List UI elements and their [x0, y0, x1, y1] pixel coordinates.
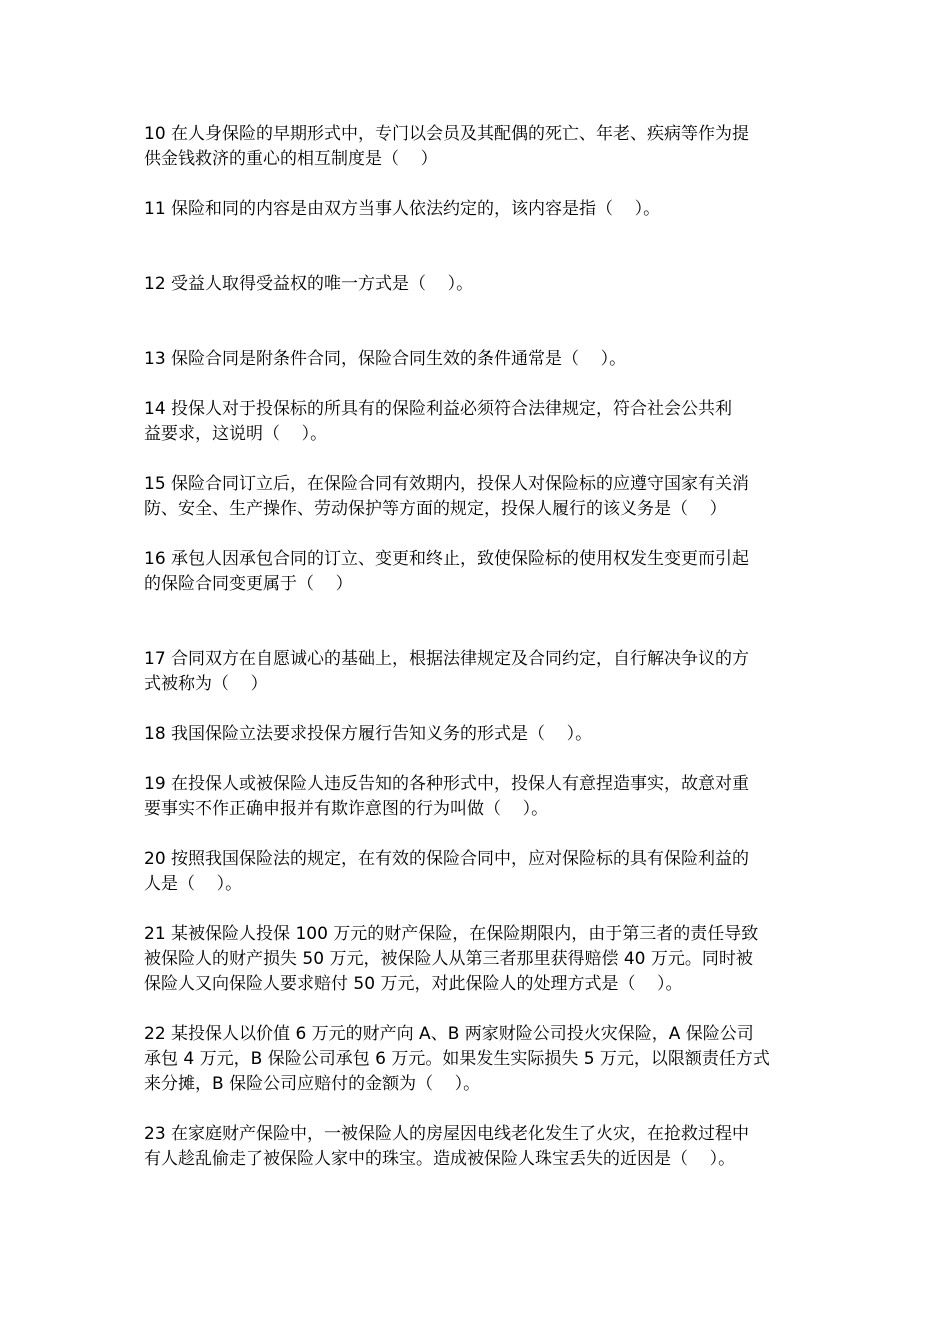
question-21-stem-line-3: 保险人又向保险人要求赔付 50 万元，对此保险人的处理方式是（ ）。 [144, 974, 683, 994]
question-22-stem-line-1: 22 某投保人以价值 6 万元的财产向 A、B 两家财险公司投火灾保险，A 保险公司 [144, 1024, 754, 1044]
question-21-options [144, 997, 814, 1022]
question-14-stem-line-2: 益要求，这说明（ ）。 [144, 424, 328, 444]
question-20-stem-line-1: 20 按照我国保险法的规定，在有效的保险合同中，应对保险标的具有保险利益的 [144, 849, 750, 869]
question-19-options [144, 822, 814, 847]
question-12-options-row-1 [144, 297, 814, 322]
question-11-options-row-1 [144, 222, 814, 247]
question-15-stem-line-1: 15 保险合同订立后，在保险合同有效期内，投保人对保险标的应遵守国家有关消 [144, 474, 750, 494]
question-14-stem-line-1: 14 投保人对于投保标的所具有的保险利益必须符合法律规定，符合社会公共利 [144, 399, 733, 419]
question-sheet [144, 122, 814, 1197]
question-17-options [144, 697, 814, 722]
question-20-stem-line-2: 人是（ ）。 [144, 874, 243, 894]
question-19-stem-line-1: 19 在投保人或被保险人违反告知的各种形式中，投保人有意捏造事实，故意对重 [144, 774, 750, 794]
question-10-options [144, 172, 814, 197]
question-16-options-row-2 [144, 622, 814, 647]
question-21-stem-line-2: 被保险人的财产损失 50 万元，被保险人从第三者那里获得赔偿 40 万元。同时被 [144, 949, 753, 969]
question-16-options-row-1 [144, 597, 814, 622]
question-13-options [144, 372, 814, 397]
question-13-stem-line-1: 13 保险合同是附条件合同，保险合同生效的条件通常是（ ）。 [144, 349, 627, 369]
question-17-stem-line-1: 17 合同双方在自愿诚心的基础上，根据法律规定及合同约定，自行解决争议的方 [144, 649, 750, 669]
question-19-stem-line-2: 要事实不作正确申报并有欺诈意图的行为叫做（ ）。 [144, 799, 549, 819]
question-23-options [144, 1172, 814, 1197]
question-15-stem-line-2: 防、安全、生产操作、劳动保护等方面的规定，投保人履行的该义务是（ ） [144, 499, 727, 519]
question-12-options-row-2 [144, 322, 814, 347]
question-18-stem-line-1: 18 我国保险立法要求投保方履行告知义务的形式是（ ）。 [144, 724, 593, 744]
question-20-options [144, 897, 814, 922]
question-23-stem-line-1: 23 在家庭财产保险中，一被保险人的房屋因电线老化发生了火灾，在抢救过程中 [144, 1124, 750, 1144]
question-11-stem-line-1: 11 保险和同的内容是由双方当事人依法约定的，该内容是指（ ）。 [144, 199, 661, 219]
question-15-options [144, 522, 814, 547]
question-10-stem-line-2: 供金钱救济的重心的相互制度是（ ） [144, 149, 438, 169]
question-14-options [144, 447, 814, 472]
question-22-stem-line-3: 来分摊，B 保险公司应赔付的金额为（ ）。 [144, 1074, 481, 1094]
question-18-options [144, 747, 814, 772]
question-10-stem-line-1: 10 在人身保险的早期形式中，专门以会员及其配偶的死亡、年老、疾病等作为提 [144, 124, 750, 144]
question-17-stem-line-2: 式被称为（ ） [144, 674, 268, 694]
question-22-stem-line-2: 承包 4 万元，B 保险公司承包 6 万元。如果发生实际损失 5 万元，以限额责任方式 [144, 1049, 770, 1069]
question-22-options [144, 1097, 814, 1122]
question-23-stem-line-2: 有人趁乱偷走了被保险人家中的珠宝。造成被保险人珠宝丢失的近因是（ ）。 [144, 1149, 736, 1169]
question-11-options-row-2 [144, 247, 814, 272]
question-12-stem-line-1: 12 受益人取得受益权的唯一方式是（ ）。 [144, 274, 474, 294]
question-16-stem-line-1: 16 承包人因承包合同的订立、变更和终止，致使保险标的使用权发生变更而引起 [144, 549, 750, 569]
question-16-stem-line-2: 的保险合同变更属于（ ） [144, 574, 353, 594]
question-21-stem-line-1: 21 某被保险人投保 100 万元的财产保险，在保险期限内，由于第三者的责任导致 [144, 924, 759, 944]
